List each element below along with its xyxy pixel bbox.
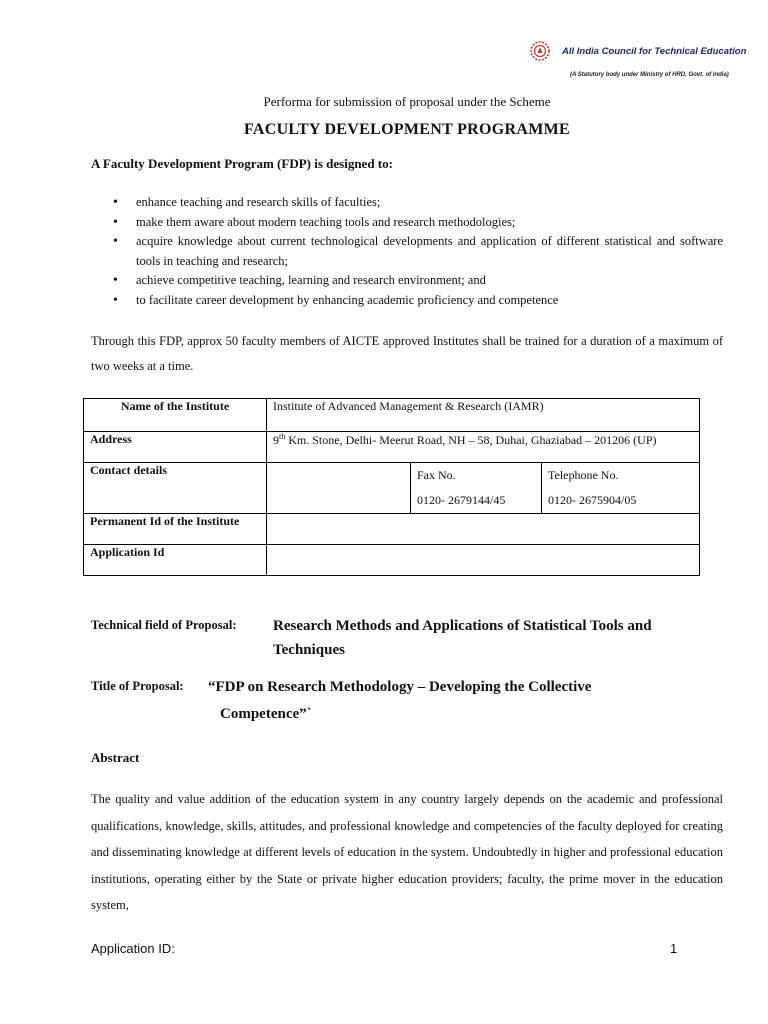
telephone-cell bbox=[542, 463, 700, 514]
application-id-label: Application Id bbox=[84, 545, 267, 576]
objectives-list bbox=[91, 193, 723, 310]
intro-text: A Faculty Development Program (FDP) is designed to: bbox=[91, 156, 393, 171]
abstract-paragraph: The quality and value addition of the education system in any country largely depends on the academic and professional qualifications, knowledge, skills, attitudes, and professional knowledge and competencies of the faculty deployed for creating and disseminating knowledge at different levels of education in the system. Undoubtedly in higher and professional education institutions, operating either by the State or private higher education providers; faculty, the prime mover in the education system, bbox=[91, 792, 723, 912]
telephone-value: 0120- 2675904/05 bbox=[548, 493, 637, 507]
application-id-value bbox=[267, 545, 700, 576]
aicte-logo-icon bbox=[529, 40, 551, 62]
technical-field-value: Research Methods and Applications of Statistical Tools and Techniques bbox=[273, 618, 652, 658]
abstract-heading: Abstract bbox=[91, 750, 140, 765]
proposal-title-label: Title of Proposal: bbox=[91, 679, 184, 693]
institute-label: Name of the Institute bbox=[84, 399, 267, 432]
page-number: 1 bbox=[670, 941, 678, 956]
proposal-title-line2: Competence”` bbox=[220, 706, 312, 722]
table-row bbox=[84, 432, 700, 463]
org-subtitle: (A Statutory body under Ministry of HRD, Govt. of India) bbox=[570, 72, 729, 78]
page-title: FACULTY DEVELOPMENT PROGRAMME bbox=[243, 121, 571, 138]
list-item: • to facilitate career development by enhancing academic proficiency and competence bbox=[91, 291, 723, 311]
permanent-id-label: Permanent Id of the Institute bbox=[84, 514, 267, 545]
list-item: • enhance teaching and research skills of faculties; bbox=[91, 193, 723, 213]
table-row bbox=[84, 399, 700, 432]
technical-field-label: Technical field of Proposal: bbox=[91, 618, 237, 632]
address-value: 9th Km. Stone, Delhi- Meerut Road, NH – 58, Duhai, Ghaziabad – 201206 (UP) bbox=[267, 432, 700, 463]
list-item: • achieve competitive teaching, learning and research environment; and bbox=[91, 271, 723, 291]
proposal-title-line1: “FDP on Research Methodology – Developing the Collective bbox=[208, 679, 592, 695]
permanent-id-value bbox=[267, 514, 700, 545]
institute-value: Institute of Advanced Management & Research (IAMR) bbox=[267, 399, 700, 432]
proposal-title-value bbox=[208, 674, 718, 728]
fax-cell bbox=[411, 463, 542, 514]
org-name: All India Council for Technical Education bbox=[562, 46, 747, 57]
list-item: • make them aware about modern teaching tools and research methodologies; bbox=[91, 213, 723, 233]
table-row bbox=[84, 463, 700, 514]
contact-empty-cell bbox=[267, 463, 411, 514]
telephone-label: Telephone No. bbox=[548, 468, 619, 482]
table-row bbox=[84, 514, 700, 545]
performa-heading: Performa for submission of proposal under the Scheme bbox=[263, 94, 551, 109]
table-row bbox=[84, 545, 700, 576]
fax-value: 0120- 2679144/45 bbox=[417, 493, 506, 507]
footer-application-id: Application ID: bbox=[91, 941, 175, 956]
address-label: Address bbox=[84, 432, 267, 463]
list-item: • acquire knowledge about current technological developments and application of different statistical and software tools in teaching and research; bbox=[91, 232, 723, 271]
contact-label: Contact details bbox=[84, 463, 267, 514]
fax-label: Fax No. bbox=[417, 468, 456, 482]
institute-details-table bbox=[83, 398, 700, 576]
through-paragraph: Through this FDP, approx 50 faculty members of AICTE approved Institutes shall be trained for a duration of a maximum of two weeks at a time. bbox=[91, 334, 723, 373]
